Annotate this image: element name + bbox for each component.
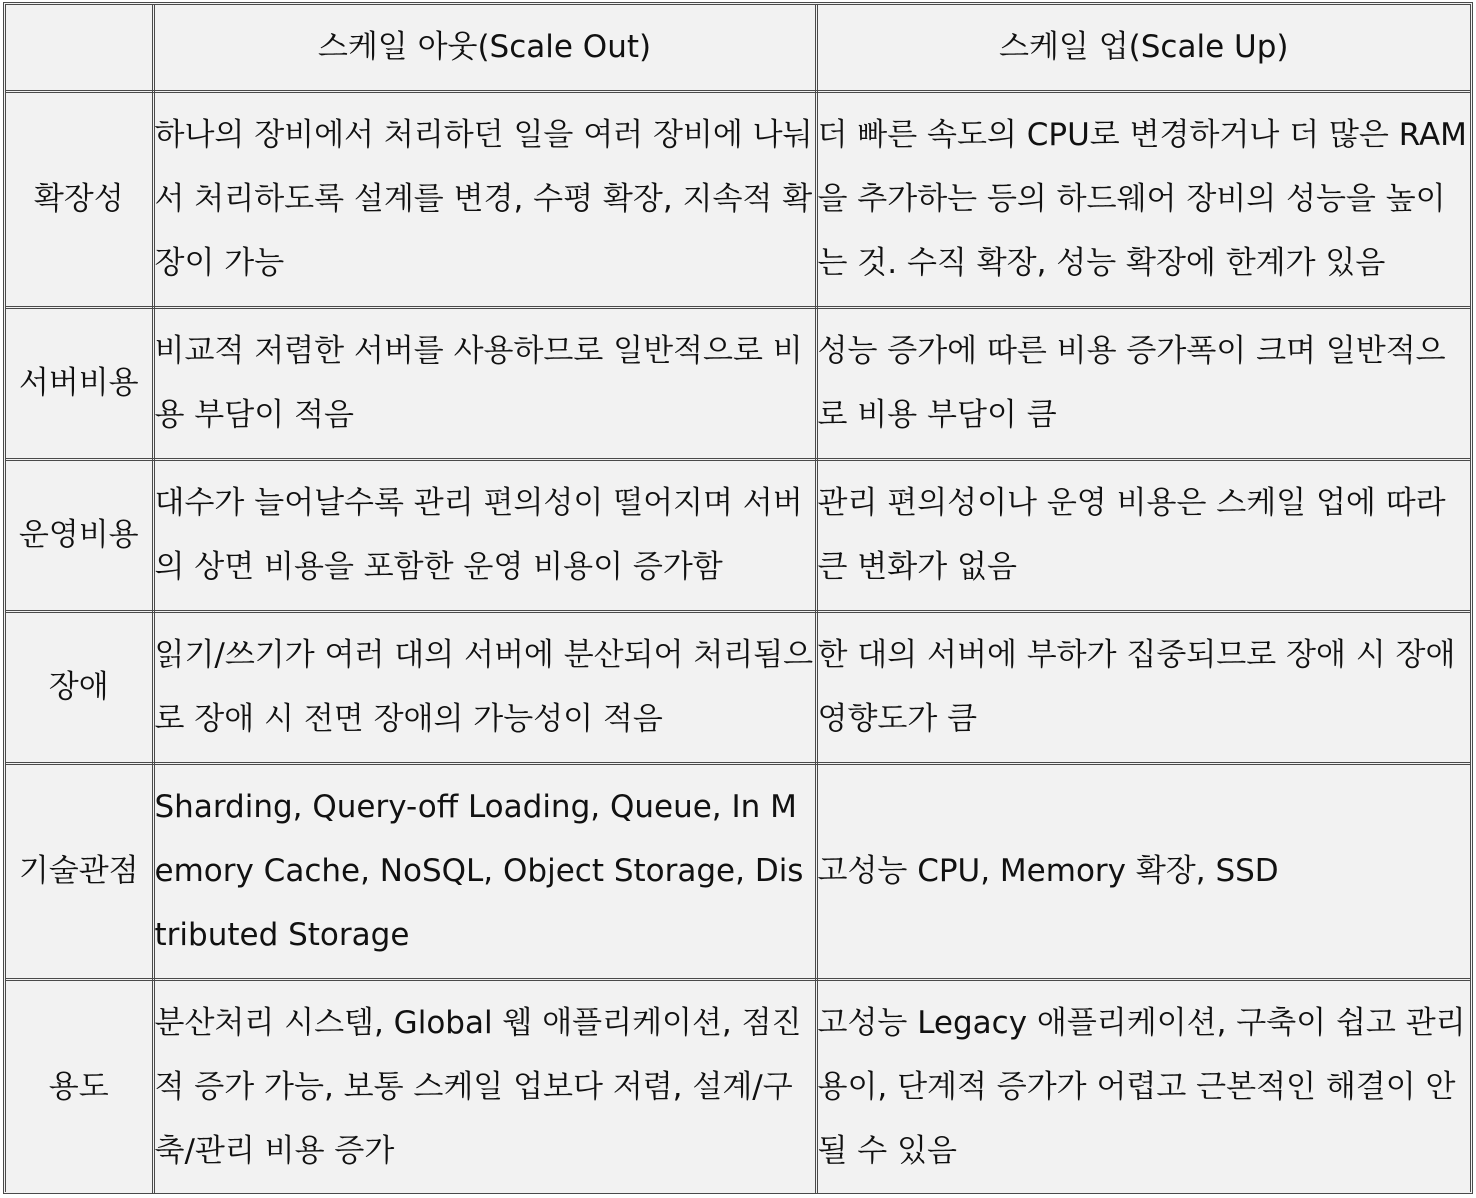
table-row	[6, 91, 1470, 307]
row-label: 서버비용	[6, 307, 153, 459]
table-row	[6, 459, 1470, 611]
table-row	[6, 611, 1470, 763]
table-row	[6, 979, 1470, 1193]
header-empty-cell	[6, 5, 153, 91]
scale-up-cell: 관리 편의성이나 운영 비용은 스케일 업에 따라 큰 변화가 없음	[816, 459, 1470, 611]
scale-up-cell: 성능 증가에 따른 비용 증가폭이 크며 일반적으로 비용 부담이 큼	[816, 307, 1470, 459]
scale-out-cell: 대수가 늘어날수록 관리 편의성이 떨어지며 서버의 상면 비용을 포함한 운영 비용이 증가함	[153, 459, 816, 611]
row-label: 장애	[6, 611, 153, 763]
header-row	[6, 5, 1470, 91]
scale-up-cell: 한 대의 서버에 부하가 집중되므로 장애 시 장애 영향도가 큼	[816, 611, 1470, 763]
table-row	[6, 763, 1470, 979]
row-label: 확장성	[6, 91, 153, 307]
scale-out-cell: 읽기/쓰기가 여러 대의 서버에 분산되어 처리됨으로 장애 시 전면 장애의 가능성이 적음	[153, 611, 816, 763]
row-label: 용도	[6, 979, 153, 1193]
table-row	[6, 307, 1470, 459]
scale-up-cell: 고성능 Legacy 애플리케이션, 구축이 쉽고 관리용이, 단계적 증가가 어렵고 근본적인 해결이 안 될 수 있음	[816, 979, 1470, 1193]
comparison-table-frame	[3, 2, 1473, 1194]
header-scale-up: 스케일 업(Scale Up)	[816, 5, 1470, 91]
scale-up-cell: 더 빠른 속도의 CPU로 변경하거나 더 많은 RAM을 추가하는 등의 하드웨어 장비의 성능을 높이는 것. 수직 확장, 성능 확장에 한계가 있음	[816, 91, 1470, 307]
scale-up-cell: 고성능 CPU, Memory 확장, SSD	[816, 763, 1470, 979]
comparison-table	[6, 5, 1470, 1193]
row-label: 기술관점	[6, 763, 153, 979]
row-label: 운영비용	[6, 459, 153, 611]
scale-out-cell: Sharding, Query-off Loading, Queue, In Memory Cache, NoSQL, Object Storage, Distributed Storage	[153, 763, 816, 979]
scale-out-cell: 비교적 저렴한 서버를 사용하므로 일반적으로 비용 부담이 적음	[153, 307, 816, 459]
header-scale-out: 스케일 아웃(Scale Out)	[153, 5, 816, 91]
scale-out-cell: 하나의 장비에서 처리하던 일을 여러 장비에 나눠서 처리하도록 설계를 변경, 수평 확장, 지속적 확장이 가능	[153, 91, 816, 307]
scale-out-cell: 분산처리 시스템, Global 웹 애플리케이션, 점진적 증가 가능, 보통 스케일 업보다 저렴, 설계/구축/관리 비용 증가	[153, 979, 816, 1193]
